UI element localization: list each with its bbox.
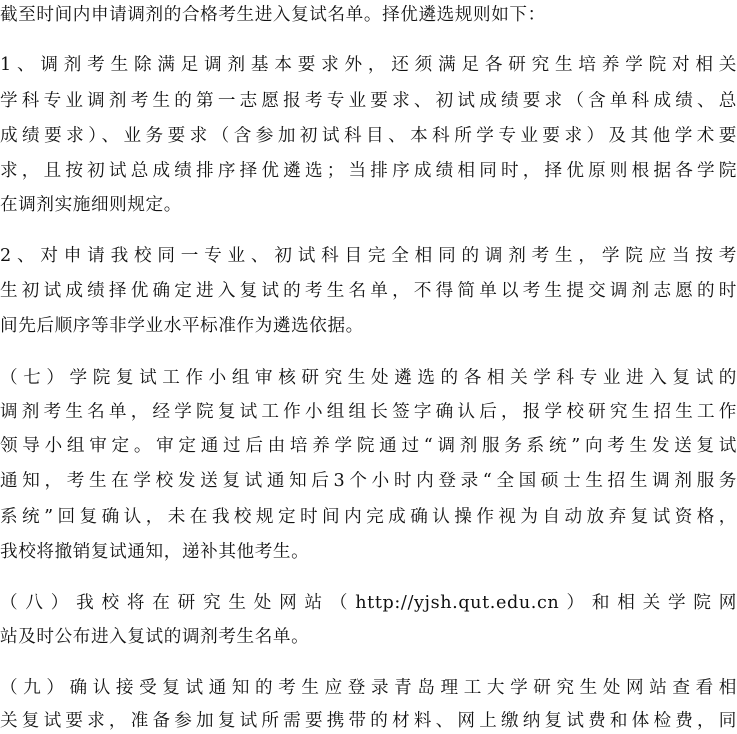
section-9-line: 关复试要求，准备参加复试所需要携带的材料、网上缴纳复试费和体检费，同 — [0, 711, 737, 731]
rule-1-line: 成绩要求）、业务要求（含参加初试科目、本科所学专业要求）及其他学术要 — [0, 126, 737, 146]
section-8-line: （八）我校将在研究生处网站（http://yjsh.qut.edu.cn）和相关学院网 — [0, 593, 737, 613]
rule-2-line: 间先后顺序等非学业水平标准作为遴选依据。 — [0, 316, 364, 336]
rule-1-line: 在调剂实施细则规定。 — [0, 195, 182, 215]
section-8-line: 站及时公布进入复试的调剂考生名单。 — [0, 627, 310, 647]
rule-1-line: 学科专业调剂考生的第一志愿报考专业要求、初试成绩要求（含单科成绩、总 — [0, 91, 737, 111]
rule-1-line: 求，且按初试总成绩排序择优遴选；当排序成绩相同时，择优原则根据各学院 — [0, 161, 737, 181]
section-7-line: 我校将撤销复试通知，递补其他考生。 — [0, 542, 310, 562]
section-7-line: 调剂考生名单，经学院复试工作小组组长签字确认后，报学校研究生招生工作 — [0, 402, 737, 422]
rule-2-line: 2、对申请我校同一专业、初试科目完全相同的调剂考生，学院应当按考 — [0, 246, 737, 266]
section-7-line: 系统”回复确认，未在我校规定时间内完成确认操作视为自动放弃复试资格， — [0, 507, 737, 527]
section-7-line: 通知，考生在学校发送复试通知后3个小时内登录“全国硕士生招生调剂服务 — [0, 471, 737, 491]
section-9-line: （九）确认接受复试通知的考生应登录青岛理工大学研究生处网站查看相 — [0, 678, 737, 698]
section-7-line: 领导小组审定。审定通过后由培养学院通过“调剂服务系统”向考生发送复试 — [0, 436, 737, 456]
paragraph-intro-line: 截至时间内申请调剂的合格考生进入复试名单。择优遴选规则如下： — [0, 5, 546, 25]
rule-2-line: 生初试成绩择优确定进入复试的考生名单，不得简单以考生提交调剂志愿的时 — [0, 281, 737, 301]
section-7-line: （七）学院复试工作小组审核研究生处遴选的各相关学科专业进入复试的 — [0, 368, 737, 388]
rule-1-line: 1、调剂考生除满足调剂基本要求外，还须满足各研究生培养学院对相关 — [0, 55, 737, 75]
